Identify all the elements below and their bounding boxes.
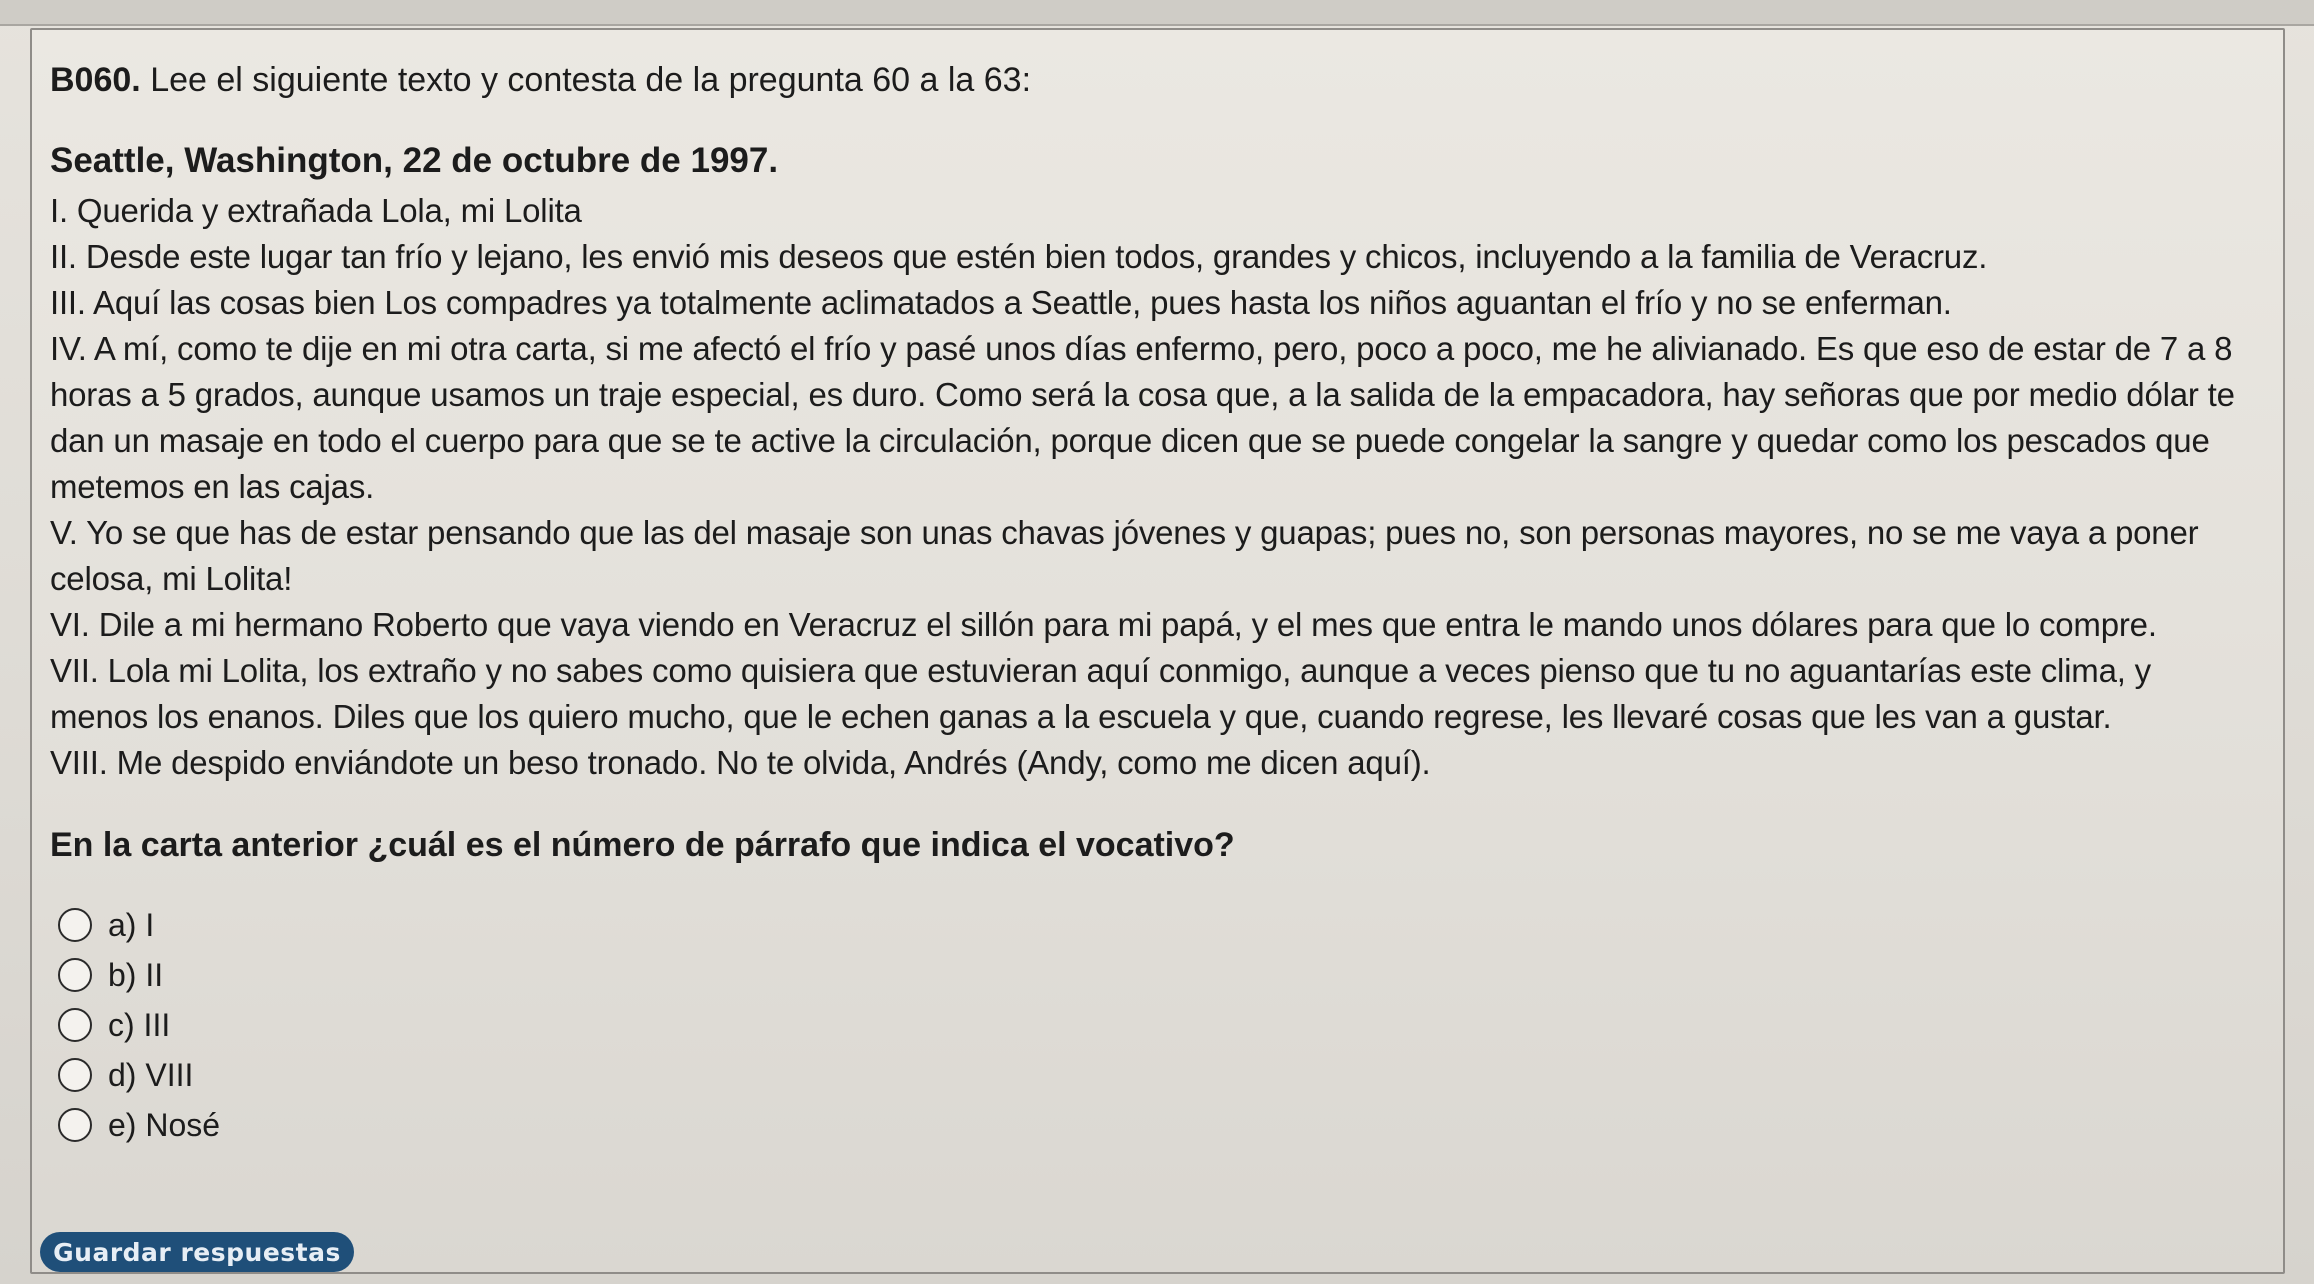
paragraph-8: VIII. Me despido enviándote un beso tronado. No te olvida, Andrés (Andy, como me dicen aquí). bbox=[50, 744, 1431, 781]
question-title bbox=[50, 60, 2250, 100]
radio-button-icon[interactable] bbox=[58, 1058, 92, 1092]
option-label[interactable]: b) II bbox=[108, 956, 164, 993]
paragraph-6: VI. Dile a mi hermano Roberto que vaya viendo en Veracruz el sillón para mi papá, y el mes que entra le mando unos dólares para que lo compre. bbox=[50, 606, 2157, 643]
option-a[interactable] bbox=[50, 900, 2250, 950]
option-label[interactable]: e) Nosé bbox=[108, 1106, 221, 1143]
paragraph-7: VII. Lola mi Lolita, los extraño y no sabes como quisiera que estuvieran aquí conmigo, aunque a veces pienso que tu no aguantarías este clima, y menos los enanos. Diles que los quiero mucho, que le echen ganas a la escuela y que, cuando regrese, les llevaré cosas que les van a gustar. bbox=[50, 652, 2151, 735]
paragraph-1: I. Querida y extrañada Lola, mi Lolita bbox=[50, 192, 582, 229]
question-instructions: Lee el siguiente texto y contesta de la pregunta 60 a la 63: bbox=[150, 61, 1032, 99]
option-label[interactable]: d) VIII bbox=[108, 1056, 194, 1093]
question-prompt: En la carta anterior ¿cuál es el número de párrafo que indica el vocativo? bbox=[50, 826, 1235, 864]
question-code: B060. bbox=[50, 61, 141, 99]
radio-button-icon[interactable] bbox=[58, 1108, 92, 1142]
paragraph-2: II. Desde este lugar tan frío y lejano, les envió mis deseos que estén bien todos, grandes y chicos, incluyendo a la familia de Veracruz. bbox=[50, 238, 1988, 275]
option-c[interactable] bbox=[50, 1000, 2250, 1050]
save-answers-button[interactable]: Guardar respuestas bbox=[40, 1232, 354, 1272]
radio-button-icon[interactable] bbox=[58, 958, 92, 992]
option-b[interactable] bbox=[50, 950, 2250, 1000]
radio-button-icon[interactable] bbox=[58, 908, 92, 942]
paragraph-3: III. Aquí las cosas bien Los compadres ya totalmente aclimatados a Seattle, pues hasta los niños aguantan el frío y no se enferman. bbox=[50, 284, 1952, 321]
option-d[interactable] bbox=[50, 1050, 2250, 1100]
question-block bbox=[50, 60, 2250, 1150]
letter-header: Seattle, Washington, 22 de octubre de 1997. bbox=[50, 141, 779, 180]
radio-button-icon[interactable] bbox=[58, 1008, 92, 1042]
option-label[interactable]: a) I bbox=[108, 906, 155, 943]
option-label[interactable]: c) III bbox=[108, 1006, 171, 1043]
paragraph-5: V. Yo se que has de estar pensando que las del masaje son unas chavas jóvenes y guapas; pues no, son personas mayores, no se me vaya a poner celosa, mi Lolita! bbox=[50, 514, 2199, 597]
window-top-edge bbox=[0, 0, 2314, 26]
answer-options bbox=[50, 900, 2250, 1150]
option-e[interactable] bbox=[50, 1100, 2250, 1150]
paragraph-4: IV. A mí, como te dije en mi otra carta, si me afectó el frío y pasé unos días enfermo, pero, poco a poco, me he alivianado. Es que eso de estar de 7 a 8 horas a 5 grados, aunque usamos un traje especial, es duro. Como será la cosa que, a la salida de la empacadora, hay señoras que por medio dólar te dan un masaje en todo el cuerpo para que se te active la circulación, porque dicen que se puede congelar la sangre y quedar como los pescados que metemos en las cajas. bbox=[50, 330, 2235, 505]
